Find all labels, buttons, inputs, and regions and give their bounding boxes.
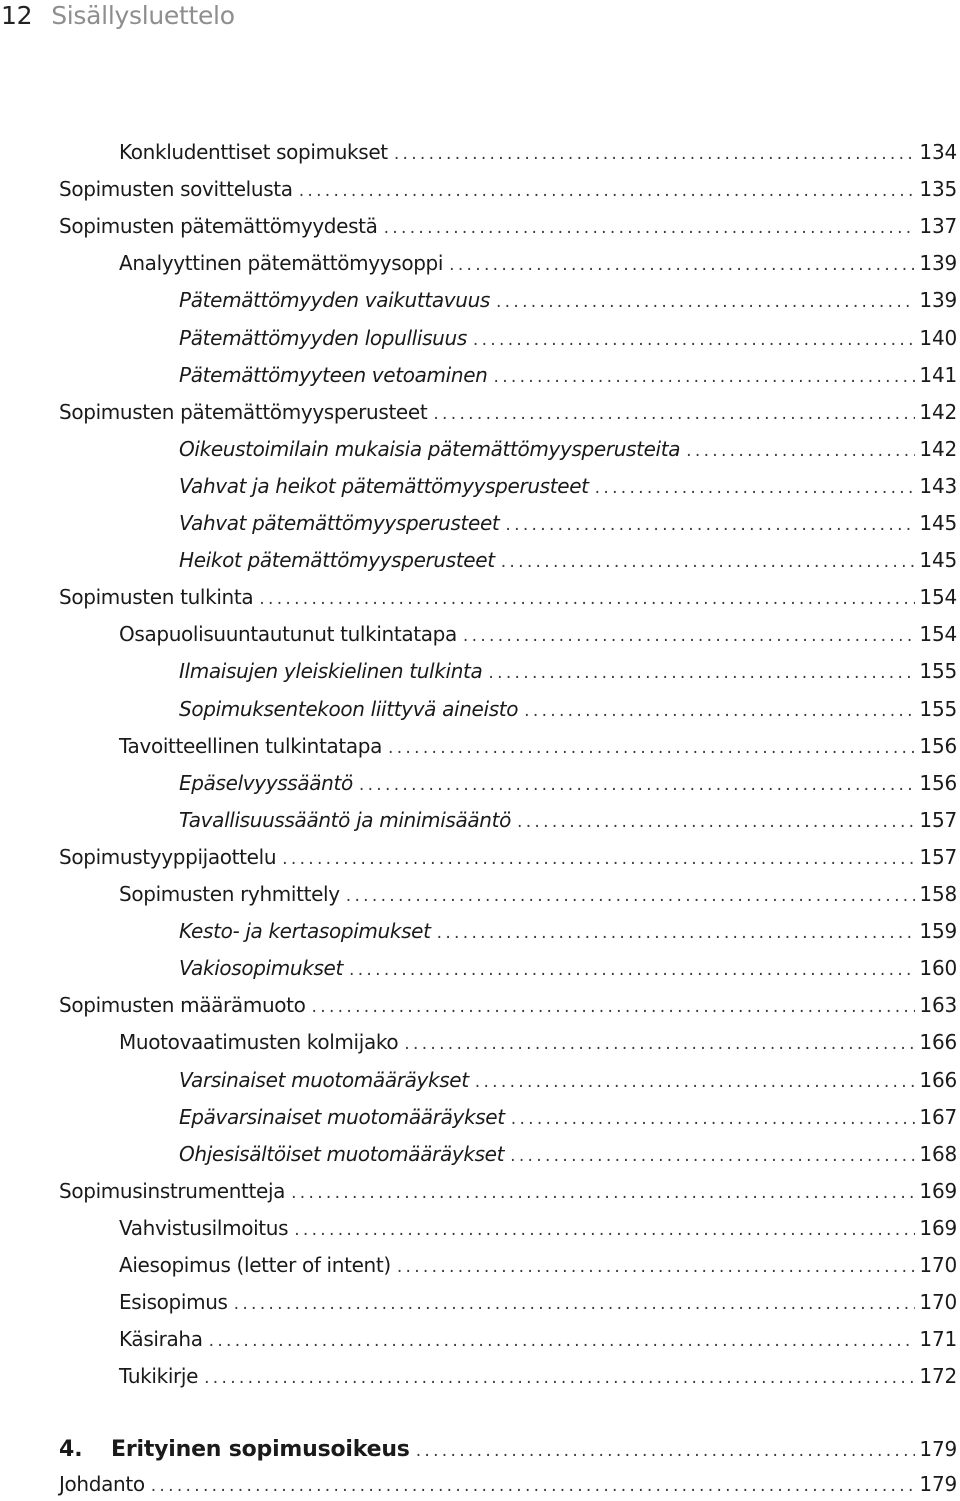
- running-title: Sisällysluettelo: [51, 0, 235, 30]
- dot-leader: [595, 473, 916, 503]
- entry-page-number: 155: [919, 659, 957, 683]
- entry-title: Oikeustoimilain mukaisia pätemättömyysperusteita: [179, 437, 681, 461]
- toc-entry[interactable]: [59, 397, 957, 427]
- chapter-title: Erityinen sopimusoikeus: [111, 1437, 410, 1462]
- dot-leader: [686, 436, 915, 466]
- entry-title: Analyyttinen pätemättömyysoppi: [119, 251, 444, 275]
- toc-entry[interactable]: [179, 360, 957, 390]
- entry-page-number: 142: [919, 400, 957, 424]
- entry-page-number: 143: [919, 474, 957, 498]
- toc-entry[interactable]: [119, 1287, 957, 1317]
- dot-leader: [312, 992, 916, 1022]
- entry-title: Kesto- ja kertasopimukset: [179, 919, 431, 943]
- dot-leader: [433, 399, 915, 429]
- dot-leader: [397, 1252, 916, 1282]
- toc-entry[interactable]: [59, 842, 957, 872]
- entry-page-number: 134: [919, 140, 957, 164]
- toc-entry[interactable]: [179, 656, 957, 686]
- toc-entry[interactable]: [59, 174, 957, 204]
- toc-entry[interactable]: [59, 582, 957, 612]
- toc-entry[interactable]: [119, 1250, 957, 1280]
- entry-title: Tukikirje: [119, 1364, 199, 1388]
- toc-entry[interactable]: [179, 916, 957, 946]
- toc-entry[interactable]: [119, 1027, 957, 1057]
- dot-leader: [416, 1436, 916, 1466]
- entry-page-number: 142: [919, 437, 957, 461]
- entry-title: Osapuolisuuntautunut tulkintatapa: [119, 622, 457, 646]
- toc-entry[interactable]: [59, 211, 957, 241]
- dot-leader: [404, 1029, 915, 1059]
- entry-title: Pätemättömyyden lopullisuus: [179, 326, 467, 350]
- entry-page-number: 170: [919, 1290, 957, 1314]
- entry-title: Sopimusten ryhmittely: [119, 882, 340, 906]
- entry-page-number: 145: [919, 511, 957, 535]
- toc-entry[interactable]: [119, 619, 957, 649]
- entry-title: Sopimusinstrumentteja: [59, 1179, 286, 1203]
- entry-title: Sopimustyyppijaottelu: [59, 845, 277, 869]
- entry-page-number: 179: [919, 1472, 957, 1496]
- dot-leader: [209, 1326, 916, 1356]
- toc-entry[interactable]: [119, 1361, 957, 1391]
- dot-leader: [463, 621, 916, 651]
- entry-title: Johdanto: [59, 1472, 145, 1496]
- entry-page-number: 135: [919, 177, 957, 201]
- entry-title: Vahvat ja heikot pätemättömyysperusteet: [179, 474, 589, 498]
- entry-title: Varsinaiset muotomääräykset: [179, 1068, 469, 1092]
- entry-page-number: 141: [919, 363, 957, 387]
- toc-entry[interactable]: [179, 323, 957, 353]
- toc-entry[interactable]: [179, 471, 957, 501]
- entry-title: Ohjesisältöiset muotomääräykset: [179, 1142, 505, 1166]
- dot-leader: [151, 1471, 916, 1501]
- entry-page-number: 166: [919, 1068, 957, 1092]
- entry-title: Epävarsinaiset muotomääräykset: [179, 1105, 505, 1129]
- entry-title: Vahvistusilmoitus: [119, 1216, 289, 1240]
- entry-page-number: 169: [919, 1216, 957, 1240]
- entry-page-number: 139: [919, 251, 957, 275]
- toc-entry[interactable]: [119, 1213, 957, 1243]
- entry-title: Epäselvyyssääntö: [179, 771, 353, 795]
- entry-title: Pätemättömyyden vaikuttavuus: [179, 288, 490, 312]
- entry-page-number: 140: [919, 326, 957, 350]
- entry-title: Käsiraha: [119, 1327, 203, 1351]
- dot-leader: [496, 287, 915, 317]
- toc-entry[interactable]: [119, 879, 957, 909]
- entry-page-number: 139: [919, 288, 957, 312]
- dot-leader: [294, 1215, 915, 1245]
- dot-leader: [488, 658, 915, 688]
- entry-title: Sopimusten pätemättömyysperusteet: [59, 400, 428, 424]
- entry-title: Pätemättömyyteen vetoaminen: [179, 363, 488, 387]
- entry-page-number: 157: [919, 808, 957, 832]
- dot-leader: [359, 770, 916, 800]
- toc-entry[interactable]: [59, 1469, 957, 1499]
- entry-page-number: 169: [919, 1179, 957, 1203]
- toc-entry[interactable]: [179, 768, 957, 798]
- chapter-page-number: 179: [919, 1437, 957, 1461]
- toc-entry[interactable]: [119, 1324, 957, 1354]
- entry-page-number: 154: [919, 585, 957, 609]
- entry-title: Vahvat pätemättömyysperusteet: [179, 511, 500, 535]
- dot-leader: [204, 1363, 915, 1393]
- toc-entry[interactable]: [179, 1139, 957, 1169]
- toc-entry[interactable]: [179, 545, 957, 575]
- entry-page-number: 137: [919, 214, 957, 238]
- entry-title: Sopimusten määrämuoto: [59, 993, 306, 1017]
- toc-entry[interactable]: [179, 285, 957, 315]
- entry-title: Heikot pätemättömyysperusteet: [179, 548, 495, 572]
- toc-entry[interactable]: [179, 1102, 957, 1132]
- entry-page-number: 167: [919, 1105, 957, 1129]
- dot-leader: [501, 547, 916, 577]
- dot-leader: [346, 881, 916, 911]
- toc-entry[interactable]: [59, 990, 957, 1020]
- toc-entry[interactable]: [179, 508, 957, 538]
- dot-leader: [493, 362, 915, 392]
- chapter-number: 4.: [59, 1437, 83, 1462]
- dot-leader: [473, 325, 916, 355]
- dot-leader: [259, 584, 915, 614]
- dot-leader: [299, 176, 916, 206]
- entry-page-number: 163: [919, 993, 957, 1017]
- toc-entry[interactable]: [119, 248, 957, 278]
- toc-entry[interactable]: [179, 694, 957, 724]
- dot-leader: [475, 1067, 916, 1097]
- entry-title: Tavallisuussääntö ja minimisääntö: [179, 808, 511, 832]
- entry-page-number: 156: [919, 734, 957, 758]
- entry-page-number: 159: [919, 919, 957, 943]
- toc-entry[interactable]: [119, 137, 957, 167]
- entry-page-number: 145: [919, 548, 957, 572]
- entry-page-number: 171: [919, 1327, 957, 1351]
- entry-page-number: 155: [919, 697, 957, 721]
- entry-page-number: 156: [919, 771, 957, 795]
- entry-title: Aiesopimus (letter of intent): [119, 1253, 391, 1277]
- dot-leader: [517, 807, 915, 837]
- dot-leader: [524, 696, 915, 726]
- dot-leader: [511, 1104, 916, 1134]
- toc-entry[interactable]: [179, 1065, 957, 1095]
- page-number: 12: [1, 0, 33, 30]
- entry-title: Sopimusten tulkinta: [59, 585, 254, 609]
- entry-page-number: 172: [919, 1364, 957, 1388]
- dot-leader: [505, 510, 915, 540]
- entry-page-number: 154: [919, 622, 957, 646]
- entry-page-number: 168: [919, 1142, 957, 1166]
- dot-leader: [437, 918, 916, 948]
- entry-page-number: 158: [919, 882, 957, 906]
- entry-title: Vakiosopimukset: [179, 956, 343, 980]
- toc-chapter-entry[interactable]: [59, 1434, 957, 1464]
- entry-title: Konkludenttiset sopimukset: [119, 140, 388, 164]
- toc-entry[interactable]: [179, 805, 957, 835]
- entry-page-number: 166: [919, 1030, 957, 1054]
- toc-entry[interactable]: [119, 731, 957, 761]
- dot-leader: [234, 1289, 916, 1319]
- dot-leader: [394, 139, 916, 169]
- entry-title: Muotovaatimusten kolmijako: [119, 1030, 399, 1054]
- dot-leader: [291, 1178, 915, 1208]
- dot-leader: [349, 955, 915, 985]
- entry-title: Ilmaisujen yleiskielinen tulkinta: [179, 659, 483, 683]
- entry-title: Tavoitteellinen tulkintatapa: [119, 734, 383, 758]
- entry-page-number: 157: [919, 845, 957, 869]
- entry-page-number: 170: [919, 1253, 957, 1277]
- dot-leader: [388, 733, 915, 763]
- entry-title: Esisopimus: [119, 1290, 228, 1314]
- dot-leader: [384, 213, 916, 243]
- dot-leader: [449, 250, 915, 280]
- entry-title: Sopimusten pätemättömyydestä: [59, 214, 378, 238]
- dot-leader: [510, 1141, 915, 1171]
- toc-entry[interactable]: [179, 434, 957, 464]
- toc-entry[interactable]: [59, 1176, 957, 1206]
- entry-title: Sopimuksentekoon liittyvä aineisto: [179, 697, 519, 721]
- entry-page-number: 160: [919, 956, 957, 980]
- toc-entry[interactable]: [179, 953, 957, 983]
- entry-title: Sopimusten sovittelusta: [59, 177, 293, 201]
- dot-leader: [282, 844, 915, 874]
